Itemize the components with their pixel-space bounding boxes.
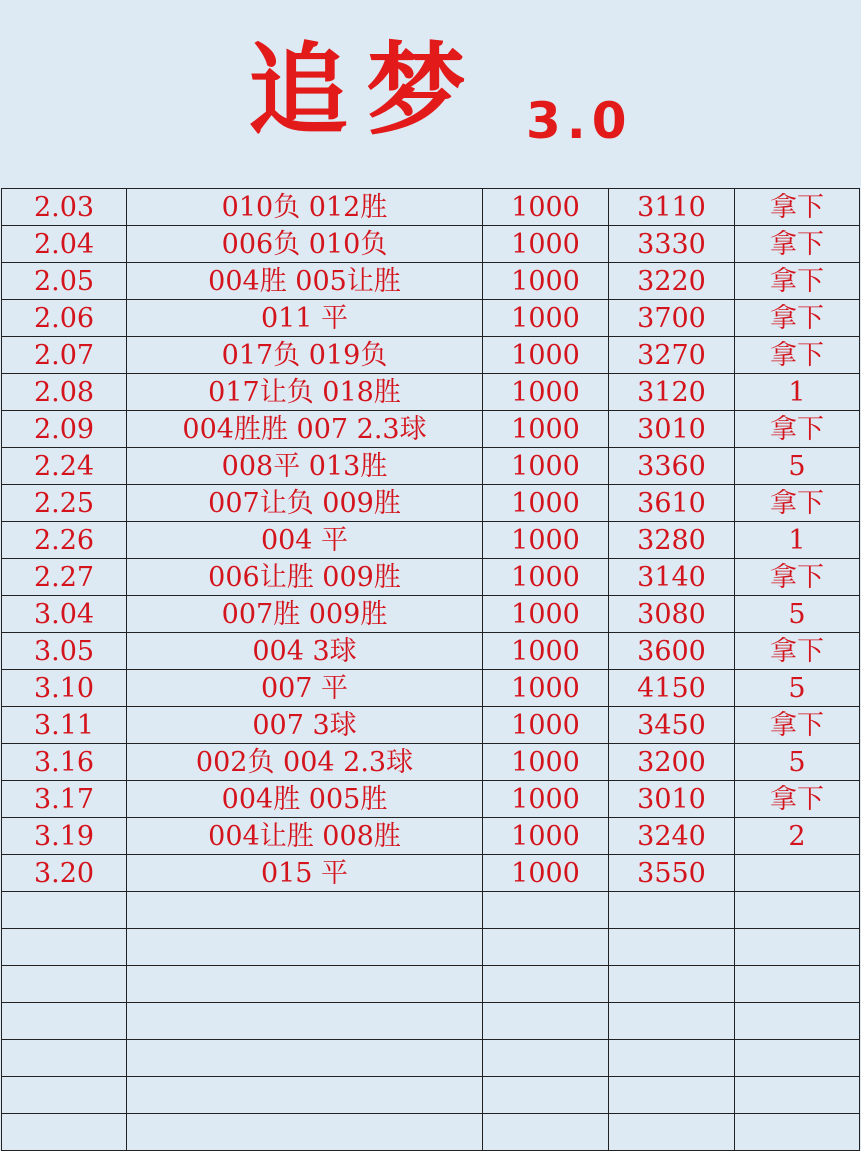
table-row [2,1114,860,1151]
result-cell[interactable]: 拿下 [735,226,860,263]
picks-cell[interactable] [127,966,483,1003]
date-cell[interactable] [2,929,127,966]
picks-cell[interactable]: 004胜 005胜 [127,781,483,818]
picks-cell[interactable]: 006负 010负 [127,226,483,263]
date-cell[interactable]: 3.20 [2,855,127,892]
picks-cell[interactable]: 007让负 009胜 [127,485,483,522]
stake-cell[interactable] [483,1003,609,1040]
stake-cell[interactable]: 1000 [483,300,609,337]
date-cell[interactable]: 2.09 [2,411,127,448]
stake-cell[interactable]: 1000 [483,189,609,226]
picks-cell[interactable] [127,892,483,929]
picks-cell[interactable]: 008平 013胜 [127,448,483,485]
date-cell[interactable] [2,892,127,929]
return-cell[interactable]: 3010 [609,781,735,818]
return-cell[interactable] [609,929,735,966]
table-row [2,226,860,263]
picks-cell[interactable]: 010负 012胜 [127,189,483,226]
result-cell[interactable]: 拿下 [735,707,860,744]
table-row [2,781,860,818]
result-cell[interactable] [735,1114,860,1151]
table-row [2,559,860,596]
stake-cell[interactable]: 1000 [483,226,609,263]
table-row [2,411,860,448]
picks-cell[interactable]: 006让胜 009胜 [127,559,483,596]
picks-cell[interactable]: 004 平 [127,522,483,559]
table-row [2,633,860,670]
result-cell[interactable]: 2 [735,818,860,855]
return-cell[interactable]: 3330 [609,226,735,263]
table-row [2,670,860,707]
return-cell[interactable]: 3120 [609,374,735,411]
stake-cell[interactable]: 1000 [483,337,609,374]
picks-cell[interactable]: 015 平 [127,855,483,892]
stake-cell[interactable]: 1000 [483,781,609,818]
result-cell[interactable]: 拿下 [735,337,860,374]
stake-cell[interactable]: 1000 [483,485,609,522]
return-cell[interactable]: 3550 [609,855,735,892]
picks-cell[interactable]: 007胜 009胜 [127,596,483,633]
result-cell[interactable]: 拿下 [735,559,860,596]
date-cell[interactable]: 3.16 [2,744,127,781]
return-cell[interactable]: 3600 [609,633,735,670]
picks-cell[interactable]: 017负 019负 [127,337,483,374]
result-cell[interactable]: 拿下 [735,189,860,226]
table-row [2,189,860,226]
table-row [2,892,860,929]
return-cell[interactable] [609,1114,735,1151]
result-cell[interactable]: 5 [735,596,860,633]
result-cell[interactable]: 拿下 [735,633,860,670]
table-row [2,966,860,1003]
date-cell[interactable]: 2.04 [2,226,127,263]
result-cell[interactable] [735,1077,860,1114]
table-row [2,1077,860,1114]
date-cell[interactable]: 3.17 [2,781,127,818]
result-cell[interactable]: 拿下 [735,781,860,818]
table-row [2,855,860,892]
return-cell[interactable] [609,1003,735,1040]
result-cell[interactable] [735,855,860,892]
picks-cell[interactable]: 004胜胜 007 2.3球 [127,411,483,448]
date-cell[interactable]: 2.03 [2,189,127,226]
stake-cell[interactable] [483,1040,609,1077]
result-cell[interactable]: 1 [735,374,860,411]
stake-cell[interactable]: 1000 [483,855,609,892]
result-cell[interactable]: 拿下 [735,300,860,337]
table-row [2,485,860,522]
picks-cell[interactable]: 004胜 005让胜 [127,263,483,300]
date-cell[interactable]: 2.26 [2,522,127,559]
return-cell[interactable]: 3610 [609,485,735,522]
date-cell[interactable] [2,966,127,1003]
return-cell[interactable]: 3110 [609,189,735,226]
return-cell[interactable] [609,892,735,929]
return-cell[interactable]: 3010 [609,411,735,448]
date-cell[interactable] [2,1040,127,1077]
stake-cell[interactable] [483,929,609,966]
table-row [2,522,860,559]
page-title: 追梦 [248,31,484,149]
return-cell[interactable]: 3280 [609,522,735,559]
return-cell[interactable]: 3270 [609,337,735,374]
table-row [2,448,860,485]
table-row [2,337,860,374]
table-row [2,1040,860,1077]
result-cell[interactable]: 5 [735,744,860,781]
date-cell[interactable]: 2.27 [2,559,127,596]
result-cell[interactable] [735,1003,860,1040]
picks-cell[interactable]: 004 3球 [127,633,483,670]
stake-cell[interactable]: 1000 [483,448,609,485]
stake-cell[interactable]: 1000 [483,670,609,707]
result-cell[interactable] [735,1040,860,1077]
date-cell[interactable]: 3.05 [2,633,127,670]
date-cell[interactable]: 3.10 [2,670,127,707]
stake-cell[interactable]: 1000 [483,522,609,559]
stake-cell[interactable]: 1000 [483,263,609,300]
stake-cell[interactable]: 1000 [483,633,609,670]
return-cell[interactable] [609,1040,735,1077]
stake-cell[interactable] [483,1114,609,1151]
return-cell[interactable] [609,966,735,1003]
version-label: 3.0 [526,92,633,150]
picks-cell[interactable] [127,1114,483,1151]
date-cell[interactable]: 2.06 [2,300,127,337]
date-cell[interactable]: 2.05 [2,263,127,300]
return-cell[interactable]: 3450 [609,707,735,744]
table-row [2,374,860,411]
stake-cell[interactable]: 1000 [483,559,609,596]
result-cell[interactable]: 拿下 [735,411,860,448]
table-row [2,744,860,781]
picks-cell[interactable]: 002负 004 2.3球 [127,744,483,781]
return-cell[interactable]: 4150 [609,670,735,707]
stake-cell[interactable]: 1000 [483,596,609,633]
table-row [2,1003,860,1040]
result-cell[interactable]: 5 [735,670,860,707]
picks-cell[interactable]: 007 平 [127,670,483,707]
picks-cell[interactable] [127,1077,483,1114]
table-row [2,707,860,744]
result-cell[interactable] [735,966,860,1003]
return-cell[interactable]: 3700 [609,300,735,337]
stake-cell[interactable] [483,1077,609,1114]
result-cell[interactable] [735,892,860,929]
table-row [2,596,860,633]
table-body [2,189,860,1151]
return-cell[interactable]: 3200 [609,744,735,781]
table-row [2,929,860,966]
stake-cell[interactable]: 1000 [483,744,609,781]
stake-cell[interactable]: 1000 [483,374,609,411]
date-cell[interactable]: 3.19 [2,818,127,855]
date-cell[interactable] [2,1003,127,1040]
picks-cell[interactable] [127,1040,483,1077]
date-cell[interactable]: 3.04 [2,596,127,633]
return-cell[interactable]: 3220 [609,263,735,300]
picks-cell[interactable]: 011 平 [127,300,483,337]
stake-cell[interactable] [483,966,609,1003]
date-cell[interactable]: 2.24 [2,448,127,485]
return-cell[interactable]: 3140 [609,559,735,596]
stake-cell[interactable]: 1000 [483,818,609,855]
picks-cell[interactable]: 004让胜 008胜 [127,818,483,855]
date-cell[interactable] [2,1077,127,1114]
date-cell[interactable] [2,1114,127,1151]
date-cell[interactable]: 3.11 [2,707,127,744]
table-row [2,818,860,855]
result-cell[interactable] [735,929,860,966]
return-cell[interactable]: 3360 [609,448,735,485]
stake-cell[interactable] [483,892,609,929]
result-cell[interactable]: 1 [735,522,860,559]
picks-cell[interactable]: 007 3球 [127,707,483,744]
betting-record-table [1,188,860,1151]
result-cell[interactable]: 拿下 [735,263,860,300]
stake-cell[interactable]: 1000 [483,707,609,744]
header-banner [0,0,861,188]
date-cell[interactable]: 2.08 [2,374,127,411]
picks-cell[interactable]: 017让负 018胜 [127,374,483,411]
stake-cell[interactable]: 1000 [483,411,609,448]
return-cell[interactable] [609,1077,735,1114]
return-cell[interactable]: 3080 [609,596,735,633]
date-cell[interactable]: 2.25 [2,485,127,522]
return-cell[interactable]: 3240 [609,818,735,855]
table-row [2,263,860,300]
result-cell[interactable]: 拿下 [735,485,860,522]
picks-cell[interactable] [127,1003,483,1040]
table-row [2,300,860,337]
date-cell[interactable]: 2.07 [2,337,127,374]
picks-cell[interactable] [127,929,483,966]
result-cell[interactable]: 5 [735,448,860,485]
